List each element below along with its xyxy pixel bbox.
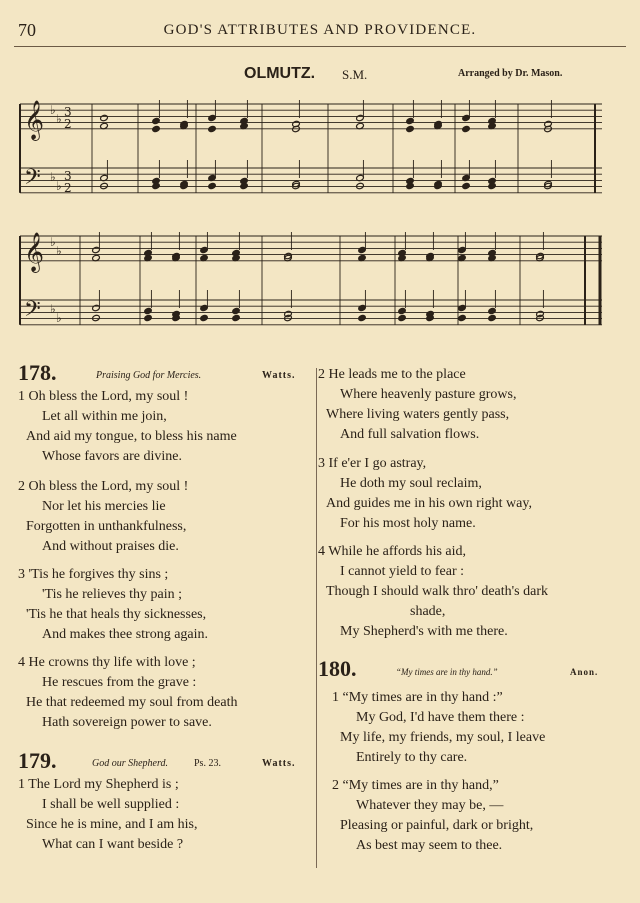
verse-line: 1 The Lord my Shepherd is ; [18, 777, 179, 792]
time-signature-top: 3 [64, 105, 72, 119]
tune-meter: S.M. [342, 67, 368, 82]
hymn-title: Praising God for Mercies. [96, 370, 202, 381]
verse-line: What can I want beside ? [42, 837, 184, 852]
verse-line: Pleasing or painful, dark or bright, [340, 818, 534, 833]
flat-sign: ♭ [56, 112, 62, 126]
notehead [144, 314, 153, 321]
notehead [232, 307, 241, 314]
verse-line: My Shepherd's with me there. [340, 624, 508, 639]
verse-line: My life, my friends, my soul, I leave [340, 730, 546, 745]
verse-line: 1 Oh bless the Lord, my soul ! [18, 389, 189, 404]
verse-line: Whose favors are divine. [42, 449, 182, 464]
verse-line: And aid my tongue, to bless his name [26, 429, 237, 444]
verse-line: Nor let his mercies lie [42, 499, 166, 514]
verse-line: Since he is mine, and I am his, [26, 817, 198, 832]
verse-line: 'Tis he relieves thy pain ; [42, 587, 183, 602]
flat-sign: ♭ [50, 103, 56, 117]
notehead [100, 114, 109, 121]
verse-line: 2 “My times are in thy hand,” [332, 778, 499, 793]
flat-sign: ♭ [56, 244, 62, 258]
notehead [458, 314, 467, 321]
verse-line: Whatever they may be, — [356, 798, 504, 813]
verse-line: Hath sovereign power to save. [42, 715, 212, 730]
verse-line: He doth my soul reclaim, [340, 476, 482, 491]
tune-name: OLMUTZ. [244, 65, 316, 82]
notehead [92, 314, 101, 321]
verse-line: Let all within me join, [42, 409, 167, 424]
verse-line: Where living waters gently pass, [326, 407, 510, 422]
treble-clef: 𝄞 [24, 232, 45, 272]
notehead [488, 314, 497, 321]
hymn-number: 180. [318, 656, 357, 681]
bass-clef: 𝄢 [24, 297, 41, 327]
verse-line: As best may seem to thee. [356, 838, 503, 853]
notehead [462, 182, 471, 189]
notehead [208, 182, 217, 189]
flat-sign: ♭ [56, 179, 62, 193]
verse-line: 2 He leads me to the place [318, 367, 466, 382]
hymn-title: “My times are in thy hand.” [396, 667, 498, 677]
notehead [398, 307, 407, 314]
hymn-scripture-ref: Ps. 23. [194, 758, 221, 769]
verse-line: I shall be well supplied : [42, 797, 180, 812]
hymn-number: 178. [18, 360, 57, 385]
verse-line: For his most holy name. [340, 516, 476, 531]
verse-line: Though I should walk thro' death's dark [326, 584, 549, 599]
verse-line: And without praises die. [42, 539, 179, 554]
flat-sign: ♭ [50, 235, 56, 249]
time-signature-bottom: 2 [64, 117, 72, 131]
hymn-author: Watts. [262, 758, 296, 769]
time-signature-top: 3 [64, 169, 72, 183]
notehead [398, 314, 407, 321]
notehead [152, 117, 161, 124]
hymn-author: Watts. [262, 370, 296, 381]
hymn-author: Anon. [570, 667, 599, 677]
notehead [462, 125, 471, 132]
notehead [100, 182, 109, 189]
verse-line: My God, I'd have them there : [356, 710, 525, 725]
hymn-number: 179. [18, 748, 57, 773]
verse-line: 3 If e'er I go astray, [318, 456, 427, 471]
header-rule [14, 46, 626, 47]
verse-line: Entirely to thy care. [356, 750, 468, 765]
page-number: 70 [18, 20, 36, 40]
notehead [232, 314, 241, 321]
verse-line: 'Tis he that heals thy sicknesses, [26, 607, 207, 622]
verse-line: Forgotten in unthankfulness, [26, 519, 187, 534]
notehead [406, 125, 415, 132]
tune-arranger: Arranged by Dr. Mason. [458, 68, 563, 79]
hymn-title: God our Shepherd. [92, 758, 169, 769]
flat-sign: ♭ [50, 170, 56, 184]
music-score [0, 90, 640, 360]
verse-line: And makes thee strong again. [42, 627, 209, 642]
notehead [208, 125, 217, 132]
verse-line: He rescues from the grave : [42, 675, 197, 690]
verse-line: 3 'Tis he forgives thy sins ; [18, 567, 169, 582]
verse-line: 4 He crowns thy life with love ; [18, 655, 196, 670]
notehead [144, 307, 153, 314]
verse-line: He that redeemed my soul from death [26, 695, 238, 710]
notehead [358, 314, 367, 321]
running-head: GOD'S ATTRIBUTES AND PROVIDENCE. [163, 22, 477, 38]
verse-line: Where heavenly pasture grows, [340, 387, 517, 402]
notehead [200, 314, 209, 321]
time-signature-bottom: 2 [64, 181, 72, 195]
verse-line: And guides me in his own right way, [326, 496, 532, 511]
treble-clef: 𝄞 [24, 100, 45, 140]
flat-sign: ♭ [50, 302, 56, 316]
verse-line: 2 Oh bless the Lord, my soul ! [18, 479, 189, 494]
verse-line: 4 While he affords his aid, [318, 544, 467, 559]
notehead [152, 125, 161, 132]
verse-line: 1 “My times are in thy hand :” [332, 690, 503, 705]
flat-sign: ♭ [56, 311, 62, 325]
verse-line: I cannot yield to fear : [340, 564, 465, 579]
verse-line: shade, [410, 604, 446, 619]
notehead [356, 182, 365, 189]
verse-line: And full salvation flows. [340, 427, 480, 442]
notehead [488, 307, 497, 314]
column-rule [316, 368, 317, 868]
bass-clef: 𝄢 [24, 165, 41, 195]
notehead [406, 117, 415, 124]
